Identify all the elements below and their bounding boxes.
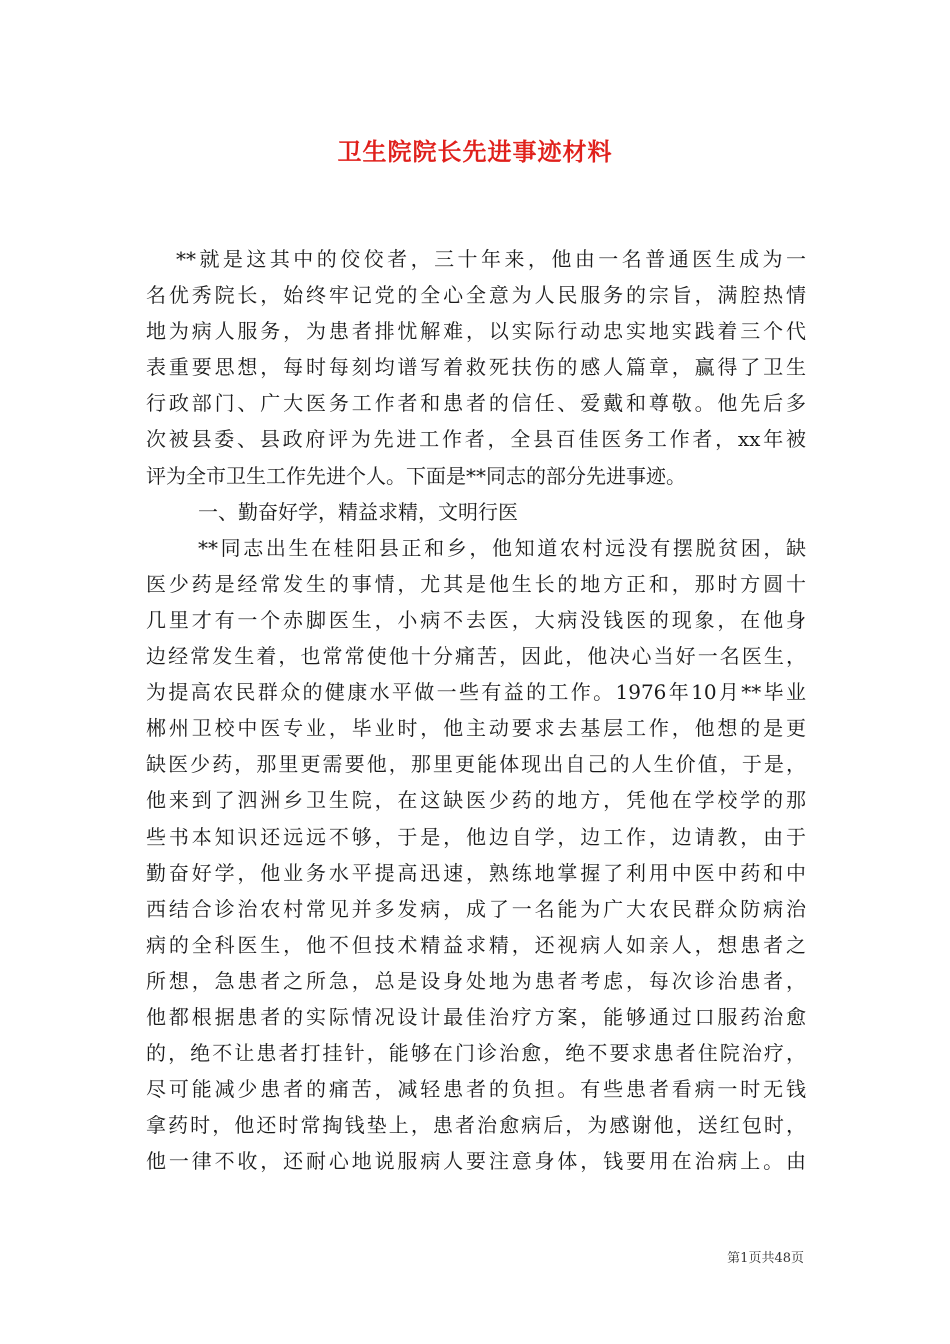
- body-line: 勤奋好学，他业务水平提高迅速，熟练地掌握了利用中医中药和中: [146, 860, 806, 885]
- body-line: 病的全科医生，他不但技术精益求精，还视病人如亲人，想患者之: [146, 932, 806, 957]
- body-line: 些书本知识还远远不够，于是，他边自学，边工作，边请教，由于: [146, 824, 806, 849]
- body-line: **同志出生在桂阳县正和乡，他知道农村远没有摆脱贫困，缺: [198, 535, 806, 560]
- body-line: 医少药是经常发生的事情，尤其是他生长的地方正和，那时方圆十: [146, 571, 806, 596]
- body-line: 地为病人服务，为患者排忧解难，以实际行动忠实地实践着三个代: [146, 319, 806, 344]
- body-line: 他来到了泗洲乡卫生院，在这缺医少药的地方，凭他在学校学的那: [146, 788, 806, 813]
- body-line: 边经常发生着，也常常使他十分痛苦，因此，他决心当好一名医生，: [146, 644, 806, 669]
- body-line: 评为全市卫生工作先进个人。下面是**同志的部分先进事迹。: [146, 463, 686, 488]
- body-line: 名优秀院长，始终牢记党的全心全意为人民服务的宗旨，满腔热情: [146, 283, 806, 308]
- body-line: 为提高农民群众的健康水平做一些有益的工作。1976年10月**毕业: [146, 680, 806, 705]
- body-line: **就是这其中的佼佼者，三十年来，他由一名普通医生成为一: [176, 247, 806, 271]
- section-heading: 一、勤奋好学，精益求精，文明行医: [198, 499, 518, 524]
- page-number: 第1页共48页: [727, 1251, 804, 1266]
- body-line: 尽可能减少患者的痛苦，减轻患者的负担。有些患者看病一时无钱: [146, 1077, 806, 1102]
- body-line: 他都根据患者的实际情况设计最佳治疗方案，能够通过口服药治愈: [146, 1004, 806, 1029]
- body-line: 所想，急患者之所急，总是设身处地为患者考虑，每次诊治患者，: [146, 968, 806, 993]
- body-line: 行政部门、广大医务工作者和患者的信任、爱戴和尊敬。他先后多: [146, 391, 806, 416]
- body-line: 的，绝不让患者打挂针，能够在门诊治愈，绝不要求患者住院治疗，: [146, 1041, 806, 1066]
- body-line: 郴州卫校中医专业，毕业时，他主动要求去基层工作，他想的是更: [146, 716, 806, 741]
- body-line: 表重要思想，每时每刻均谱写着救死扶伤的感人篇章，赢得了卫生: [146, 355, 806, 380]
- body-line: 缺医少药，那里更需要他，那里更能体现出自己的人生价值，于是，: [146, 752, 806, 777]
- body-line: 几里才有一个赤脚医生，小病不去医，大病没钱医的现象，在他身: [146, 607, 806, 632]
- body-line: 西结合诊治农村常见并多发病，成了一名能为广大农民群众防病治: [146, 896, 806, 921]
- document-title: 卫生院院长先进事迹材料: [337, 137, 613, 166]
- body-line: 次被县委、县政府评为先进工作者，全县百佳医务工作者，xx年被: [146, 427, 806, 452]
- body-line: 拿药时，他还时常掏钱垫上，患者治愈病后，为感谢他，送红包时，: [146, 1113, 806, 1138]
- document-body: [146, 241, 806, 1179]
- body-line: 他一律不收，还耐心地说服病人要注意身体，钱要用在治病上。由: [146, 1149, 806, 1174]
